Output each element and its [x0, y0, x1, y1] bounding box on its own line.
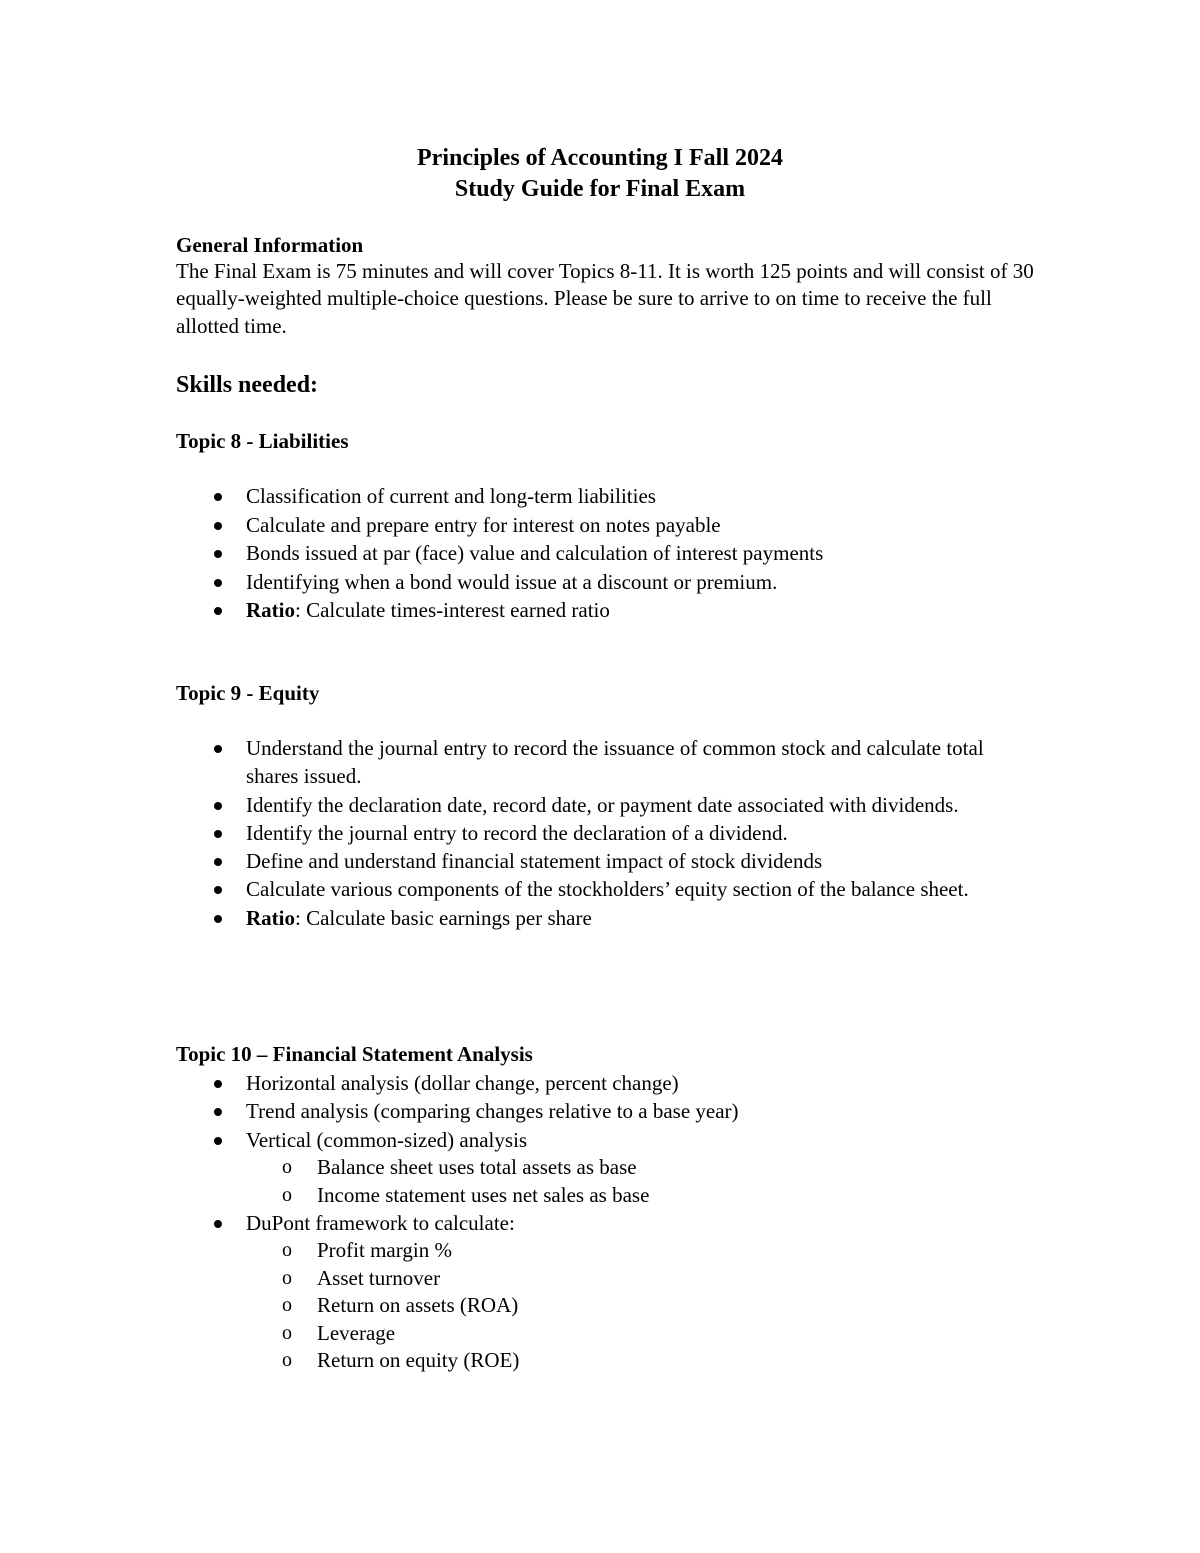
- topic-9-section: [176, 734, 1016, 932]
- list-item: Calculate and prepare entry for interest on notes payable: [176, 511, 1036, 540]
- list-item: Identify the declaration date, record date, or payment date associated with dividends.: [176, 791, 1016, 819]
- list-item: Horizontal analysis (dollar change, percent change): [176, 1069, 1036, 1097]
- sub-list-item: o Balance sheet uses total assets as base: [246, 1154, 1036, 1181]
- list-item: Classification of current and long-term liabilities: [176, 482, 1036, 511]
- topic-9-heading: Topic 9 - Equity: [176, 681, 320, 705]
- topic-8-list: [176, 482, 1036, 625]
- list-item-vertical: [176, 1126, 1036, 1209]
- list-item-ratio: [176, 596, 1036, 625]
- general-info-heading: General Information: [176, 233, 364, 257]
- sub-list-item: o Return on assets (ROA): [246, 1292, 1036, 1319]
- document-title: [0, 143, 1200, 205]
- topic-10-list: [176, 1069, 1036, 1374]
- list-item-text: DuPont framework to calculate:: [246, 1211, 515, 1236]
- title-line-2: Study Guide for Final Exam: [454, 176, 746, 202]
- topic-10-section: [176, 1069, 1036, 1374]
- list-item: Identify the journal entry to record the declaration of a dividend.: [176, 819, 1016, 847]
- list-item: Identifying when a bond would issue at a discount or premium.: [176, 568, 1036, 597]
- topic-8-heading: Topic 8 - Liabilities: [176, 429, 349, 453]
- list-item: Bonds issued at par (face) value and calculation of interest payments: [176, 539, 1036, 568]
- list-item-text: Vertical (common-sized) analysis: [246, 1127, 528, 1152]
- vertical-sublist: [246, 1154, 1036, 1209]
- dupont-sublist: [246, 1237, 1036, 1374]
- topic-9-list: [176, 734, 1016, 932]
- ratio-label: Ratio: [246, 598, 295, 623]
- general-info-body: The Final Exam is 75 minutes and will cover Topics 8-11. It is worth 125 points and will consist of 30 equally-weighted multiple-choice questions. Please be sure to arrive to on time to receive the full allotted time.: [176, 259, 1034, 338]
- list-item: Trend analysis (comparing changes relative to a base year): [176, 1097, 1036, 1125]
- topic-10-heading: Topic 10 – Financial Statement Analysis: [176, 1042, 533, 1066]
- ratio-text: : Calculate basic earnings per share: [295, 905, 592, 930]
- list-item: Calculate various components of the stockholders’ equity section of the balance sheet.: [176, 875, 1016, 903]
- sub-list-item: o Income statement uses net sales as base: [246, 1182, 1036, 1209]
- ratio-text: : Calculate times-interest earned ratio: [295, 598, 610, 623]
- topic-8-section: [176, 482, 1036, 625]
- sub-list-item: o Profit margin %: [246, 1237, 1036, 1264]
- sub-list-item: o Return on equity (ROE): [246, 1347, 1036, 1374]
- list-item: Understand the journal entry to record the issuance of common stock and calculate total shares issued.: [176, 734, 1016, 791]
- sub-list-item: o Leverage: [246, 1320, 1036, 1347]
- skills-heading: Skills needed:: [176, 372, 319, 398]
- ratio-label: Ratio: [246, 905, 295, 930]
- list-item-dupont: [176, 1209, 1036, 1374]
- sub-list-item: o Asset turnover: [246, 1265, 1036, 1292]
- list-item-ratio: [176, 904, 1016, 932]
- title-line-1: Principles of Accounting I Fall 2024: [417, 145, 783, 171]
- list-item: Define and understand financial statement impact of stock dividends: [176, 847, 1016, 875]
